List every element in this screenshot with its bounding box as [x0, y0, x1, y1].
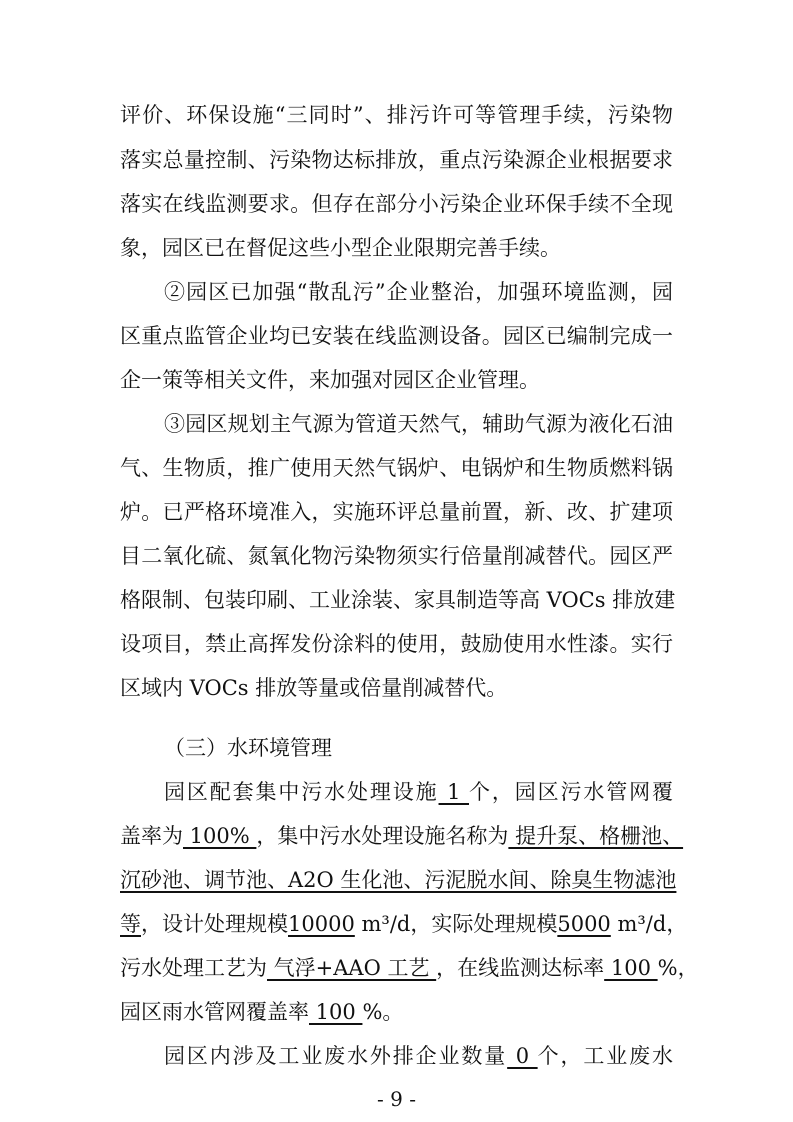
- body-text-line: ②园区已加强“散乱污”企业整治，加强环境监测，园: [164, 280, 673, 304]
- text-segment: m³/d，实际处理规模: [354, 912, 558, 936]
- body-text-line: 区重点监管企业均已安装在线监测设备。园区已编制完成一: [120, 324, 673, 348]
- text-segment: 园区内涉及工业废水外排企业数量: [164, 1044, 508, 1068]
- body-text-line: [120, 998, 403, 1026]
- filled-blank: 1: [438, 780, 469, 804]
- body-text-line: [120, 954, 699, 982]
- body-text-line: 设项目，禁止高挥发份涂料的使用，鼓励使用水性漆。实行: [120, 632, 673, 656]
- filled-blank: 等: [120, 912, 141, 936]
- page-number: - 9 -: [377, 1087, 416, 1111]
- body-text-line: [120, 910, 688, 938]
- text-segment: ，设计处理规模: [141, 912, 288, 936]
- text-segment: 园区雨水管网覆盖率: [120, 1000, 309, 1024]
- body-text-line: ③园区规划主气源为管道天然气，辅助气源为液化石油: [164, 412, 673, 436]
- body-text-line: [120, 866, 677, 894]
- body-text-line: [164, 1042, 673, 1070]
- filled-blank: 5000: [557, 912, 611, 936]
- body-text-line: [120, 822, 684, 850]
- filled-blank: 沉砂池、调节池、A2O 生化池、污泥脱水间、除臭生物滤池: [120, 868, 677, 892]
- text-segment: 个，园区污水管网覆: [469, 780, 674, 804]
- filled-blank: 气浮+AAO 工艺: [267, 956, 437, 980]
- text-segment: m³/d，: [610, 912, 688, 936]
- body-text-line: 象，园区已在督促这些小型企业限期完善手续。: [120, 236, 561, 260]
- text-segment: ，集中污水处理设施名称为: [256, 824, 509, 848]
- body-text-line: 评价、环保设施“三同时”、排污许可等管理手续，污染物: [120, 103, 673, 127]
- body-text-line: 区域内 VOCs 排放等量或倍量削减替代。: [120, 676, 508, 700]
- filled-blank: 0: [507, 1044, 538, 1068]
- text-segment: 个，工业废水: [537, 1044, 674, 1068]
- text-segment: 污水处理工艺为: [120, 956, 267, 980]
- filled-blank: 100%: [183, 824, 257, 848]
- text-segment: ，在线监测达标率: [436, 956, 605, 980]
- body-text-line: [164, 778, 673, 806]
- body-text-line: 格限制、包装印刷、工业涂装、家具制造等高 VOCs 排放建: [120, 588, 676, 612]
- text-segment: %，: [657, 956, 699, 980]
- body-text-line: 企一策等相关文件，来加强对园区企业管理。: [120, 368, 540, 392]
- filled-blank: 10000: [288, 912, 355, 936]
- filled-blank: 100: [309, 1000, 363, 1024]
- body-text-line: 落实总量控制、污染物达标排放，重点污染源企业根据要求: [120, 148, 673, 172]
- section-heading: （三）水环境管理: [164, 736, 332, 760]
- body-text-line: 气、生物质，推广使用天然气锅炉、电锅炉和生物质燃料锅: [120, 456, 673, 480]
- body-text-line: 目二氧化硫、氮氧化物污染物须实行倍量削减替代。园区严: [120, 544, 673, 568]
- filled-blank: 100: [604, 956, 658, 980]
- text-segment: 盖率为: [120, 824, 183, 848]
- body-text-line: 炉。已严格环境准入，实施环评总量前置，新、改、扩建项: [120, 500, 673, 524]
- text-segment: 园区配套集中污水处理设施: [164, 780, 439, 804]
- text-segment: %。: [362, 1000, 404, 1024]
- filled-blank: 提升泵、格栅池、: [508, 824, 684, 848]
- body-text-line: 落实在线监测要求。但存在部分小污染企业环保手续不全现: [120, 192, 673, 216]
